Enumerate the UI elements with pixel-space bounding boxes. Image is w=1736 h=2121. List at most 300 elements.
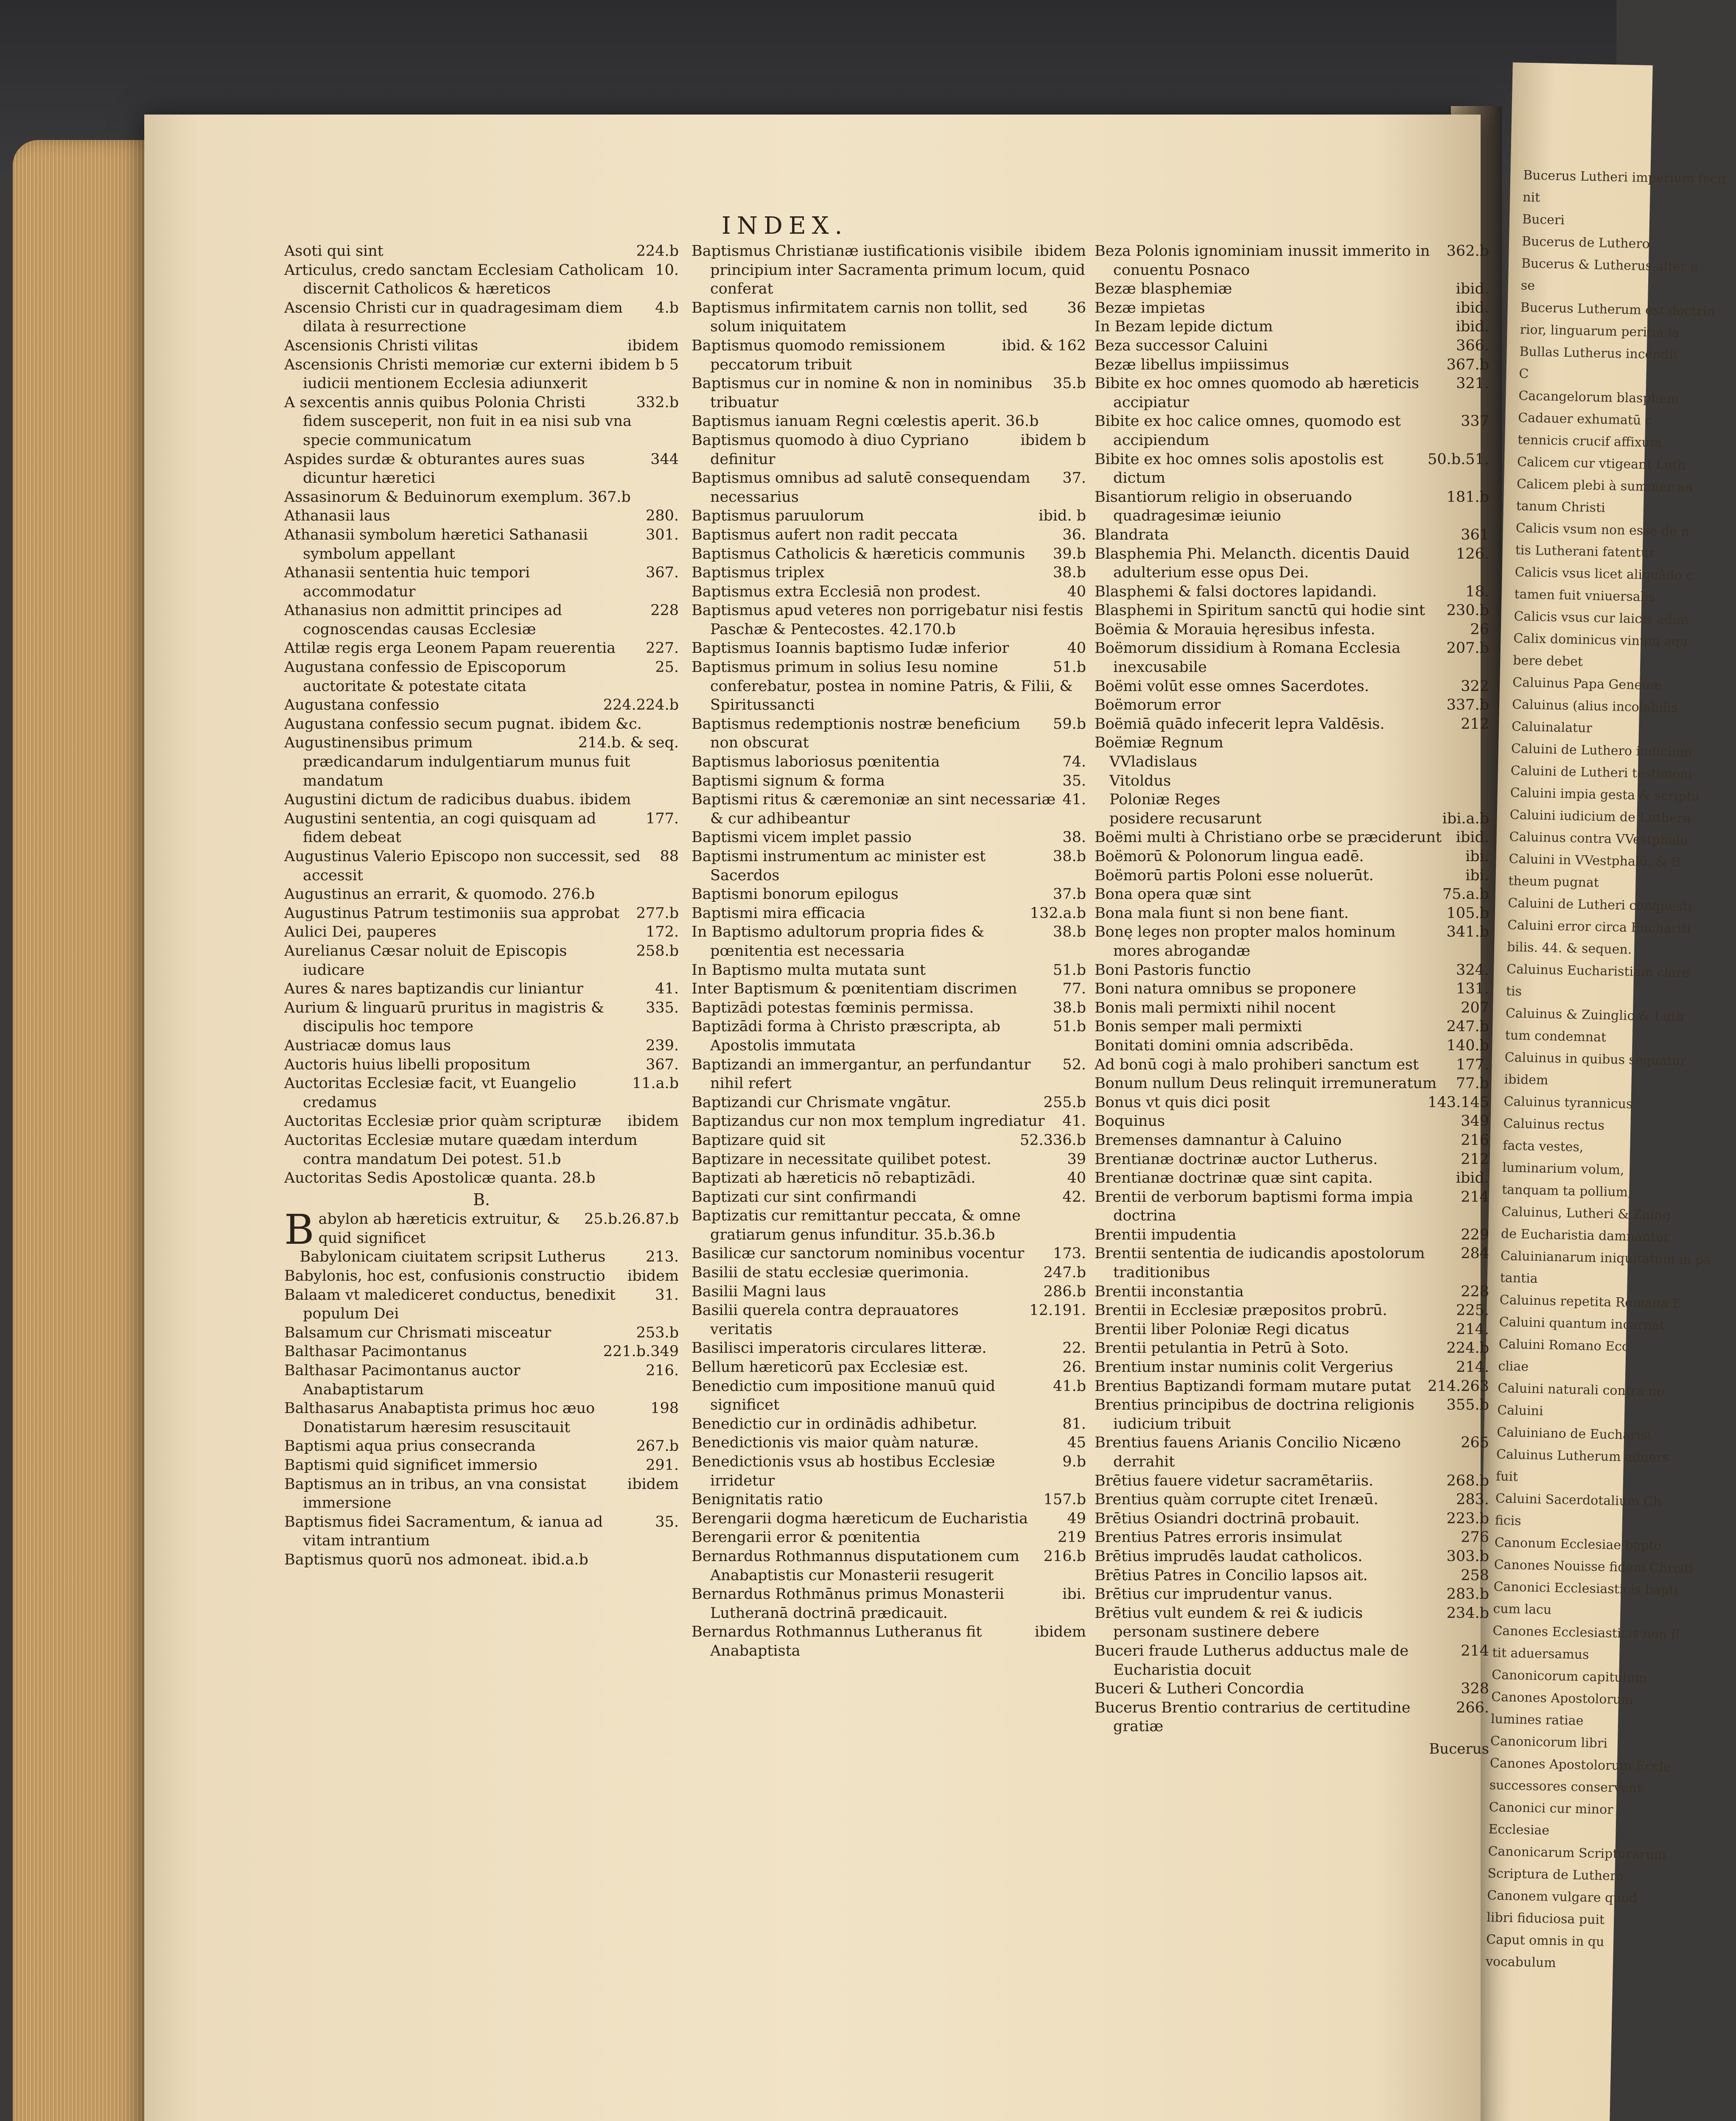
facing-page-line: Caput omnis in qu	[1486, 1932, 1604, 1950]
entry-reference: 280.	[646, 507, 679, 525]
entry-text: Balsamum cur Chrismati misceatur	[284, 1324, 552, 1341]
entry-reference: 228	[650, 602, 679, 619]
index-entry	[1095, 866, 1489, 885]
entry-text: Auctoritas Sedis Apostolicæ quanta. 28.b	[284, 1170, 596, 1187]
index-entry	[1095, 696, 1489, 715]
facing-page-line: Caluini de Luthero iudicium	[1511, 741, 1692, 760]
index-entry	[1095, 1244, 1489, 1282]
entry-text: Attilæ regis erga Leonem Papam reuerentia	[284, 640, 616, 657]
entry-reference: 52.336.b	[1020, 1131, 1086, 1149]
entry-reference: 25.b.26.87.b	[584, 1211, 679, 1228]
facing-page-line: Bucerus & Lutherus alter a	[1521, 256, 1698, 275]
entry-reference: 214.	[1456, 1359, 1489, 1376]
index-entry	[692, 904, 1086, 923]
facing-page-text	[1485, 165, 1727, 1975]
index-entry	[284, 1112, 679, 1131]
index-entry	[284, 1131, 679, 1169]
index-entry	[284, 488, 679, 507]
entry-text: Boëmi volūt esse omnes Sacerdotes.	[1095, 677, 1369, 695]
index-entry	[1095, 336, 1489, 355]
index-entry	[1095, 1226, 1489, 1245]
entry-text: Baptismus Catholicis & hæreticis communis	[692, 545, 1025, 562]
index-entry	[1095, 299, 1489, 318]
index-entry	[284, 1456, 679, 1475]
entry-text: In Baptismo multa mutata sunt	[692, 961, 926, 979]
facing-page-line: tis Lutherani fatentur	[1515, 543, 1655, 561]
index-entry	[1095, 1490, 1489, 1509]
entry-reference: ibid.	[1456, 829, 1489, 846]
index-entry	[1095, 1396, 1489, 1433]
entry-reference: 324.	[1456, 961, 1489, 979]
entry-text: Beza Polonis ignominiam inussit immerito in conuentu Posnaco	[1095, 243, 1430, 279]
index-entry	[284, 715, 679, 734]
index-entry	[692, 658, 1086, 715]
entry-reference: 42.	[1062, 1188, 1086, 1206]
entry-reference: 258.b	[636, 942, 679, 960]
entry-reference: 59.b	[1053, 715, 1086, 733]
entry-reference: 367.	[646, 564, 679, 582]
index-entry	[692, 715, 1086, 753]
entry-reference: 37.	[1062, 470, 1086, 487]
entry-reference: 10.	[655, 261, 679, 279]
entry-reference: 216.b	[1043, 1547, 1086, 1565]
entry-text: Ascensionis Christi memoriæ cur externi iudicii mentionem Ecclesia adiunxerit	[284, 356, 593, 392]
index-entry	[284, 847, 679, 885]
facing-page-line: Cadauer exhumatū c	[1518, 410, 1652, 428]
entry-text: Balthasar Pacimontanus auctor Anabaptistarum	[284, 1362, 521, 1398]
index-entry	[284, 563, 679, 601]
entry-text: Augustana confessio	[284, 697, 440, 714]
index-entry	[284, 1286, 679, 1324]
entry-reference: 207.b	[1446, 640, 1489, 657]
facing-page-line: Calix dominicus vinum aqu	[1513, 631, 1688, 650]
entry-reference: 51.b	[1053, 1018, 1086, 1035]
facing-page-line: Bucerus Lutheri imperium fecit	[1523, 168, 1727, 187]
entry-reference: 291.	[646, 1457, 679, 1474]
facing-page-line: Canonicorum capitulum	[1491, 1667, 1647, 1686]
entry-text: Basilii Magni laus	[692, 1283, 826, 1300]
entry-text: Asoti qui sint	[284, 243, 384, 260]
facing-page-line: tennicis crucif affixum	[1517, 432, 1662, 451]
entry-text: Aures & nares baptizandis cur liniantur	[284, 980, 583, 998]
entry-reference: 143.145	[1428, 1094, 1489, 1111]
entry-text: Babylonicam ciuitatem scripsit Lutherus	[300, 1248, 606, 1266]
entry-text: Baptismus an in tribus, an vna consistat immersione	[284, 1475, 586, 1512]
index-entry	[692, 1623, 1086, 1660]
entry-reference: 361	[1461, 526, 1489, 543]
index-entry	[284, 355, 679, 393]
entry-reference: 77.	[1062, 980, 1086, 998]
page-header: INDEX.	[721, 212, 848, 240]
index-entry	[284, 885, 679, 904]
index-entry	[692, 999, 1086, 1018]
entry-reference: 38.b	[1053, 564, 1086, 582]
entry-text: Benedictio cum impositione manuū quid significet	[692, 1377, 995, 1414]
entry-reference: 239.	[646, 1037, 679, 1054]
index-entry	[1095, 961, 1489, 980]
entry-reference: 51.b	[1053, 961, 1086, 979]
index-entry	[692, 1415, 1086, 1434]
entry-reference: 177.	[646, 810, 679, 827]
entry-reference: 214	[1461, 1642, 1489, 1659]
index-entry	[692, 790, 1086, 828]
entry-text: Baptismi bonorum epilogus	[692, 886, 899, 903]
facing-page-line: tantia	[1500, 1270, 1538, 1286]
entry-text: Balthasar Pacimontanus	[284, 1343, 467, 1360]
entry-text: Baptismus cur in nomine & non in nominibus tribuatur	[692, 375, 1033, 411]
entry-reference: 4.b	[655, 299, 679, 316]
entry-reference: 39	[1067, 1150, 1086, 1168]
index-entry	[284, 1074, 679, 1112]
entry-text: Brentii liber Poloniæ Regi dicatus	[1095, 1321, 1350, 1338]
entry-text: Baptismus paruulorum	[692, 507, 864, 525]
entry-text: Basilii de statu ecclesiæ querimonia.	[692, 1264, 969, 1282]
entry-text: Baptizādi forma à Christo præscripta, ab Apostolis immutata	[692, 1018, 1001, 1054]
entry-text: Bibite ex hoc omnes quomodo ab hæreticis accipiatur	[1095, 375, 1420, 411]
entry-reference: ibidem	[1034, 1623, 1086, 1641]
entry-reference: 38.b	[1053, 848, 1086, 865]
index-entry	[284, 506, 679, 526]
entry-reference: ibid. & 162	[1002, 337, 1086, 354]
index-entry	[692, 506, 1086, 526]
index-entry	[692, 1150, 1086, 1169]
facing-page-line: Bucerus Lutherum est doctrin	[1520, 300, 1715, 319]
index-entry	[1095, 1377, 1489, 1396]
entry-text: Boëmorum dissidium à Romana Ecclesia inexcusabile	[1095, 640, 1401, 676]
index-entry	[692, 469, 1086, 506]
index-entry	[692, 1452, 1086, 1490]
index-entry	[692, 885, 1086, 904]
entry-text: Ascensio Christi cur in quadragesimam diem dilata à resurrectione	[284, 299, 623, 336]
entry-text: posidere recusarunt	[1095, 810, 1262, 827]
entry-text: Baptismus extra Ecclesiā non prodest.	[692, 583, 981, 600]
entry-reference: ibidem	[627, 1475, 679, 1493]
entry-text: Baptismi vicem implet passio	[692, 829, 912, 846]
index-entry	[284, 1550, 679, 1570]
facing-page-line: Caluinus, Lutheri & Zuing	[1501, 1204, 1671, 1223]
entry-reference: 181.b	[1446, 488, 1489, 506]
entry-reference: 255.b	[1043, 1094, 1086, 1111]
facing-page-line: lumines ratiae	[1490, 1711, 1584, 1729]
entry-reference: 36	[1067, 299, 1086, 316]
entry-reference: ibid.	[1456, 299, 1489, 316]
entry-text: Brentius Baptizandi formam mutare putat	[1095, 1377, 1411, 1395]
facing-page-line: Canones Nouisse fidem Christi	[1494, 1557, 1694, 1576]
facing-page-line: Canones Apostolorum Eccle	[1490, 1755, 1671, 1774]
index-column-2	[692, 242, 1086, 1661]
entry-reference: 219	[1058, 1529, 1086, 1546]
entry-reference: 35.	[655, 1513, 679, 1531]
index-entry	[1095, 1188, 1489, 1226]
facing-page-line: Caluinus contra VVestphalu	[1509, 829, 1688, 848]
index-entry	[692, 374, 1086, 412]
entry-text: Babylonis, hoc est, confusionis constructio	[284, 1268, 605, 1285]
entry-reference: ibi.	[1062, 1586, 1086, 1603]
entry-text: Bernardus Rothmannus Lutheranus fit Anabaptista	[692, 1623, 982, 1659]
entry-text: Benignitatis ratio	[692, 1491, 823, 1508]
facing-page-line: Caluinus & Zuinglio & Luth	[1505, 1006, 1685, 1025]
facing-page-line: theum pugnat	[1508, 873, 1599, 890]
entry-text: Bona opera quæ sint	[1095, 886, 1251, 903]
facing-page-line: Caluini naturali contra no	[1498, 1381, 1665, 1399]
entry-text: Brētius Osiandri doctrinā probauit.	[1095, 1510, 1360, 1527]
index-entry	[1095, 1566, 1489, 1585]
entry-text: Boëmiā quādo infecerit lepra Valdēsis.	[1095, 715, 1385, 733]
index-entry	[1095, 242, 1489, 280]
entry-text: Brentii sententia de iudicandis apostolorum traditionibus	[1095, 1245, 1425, 1282]
entry-text: Brētius cur imprudentur vanus.	[1095, 1586, 1333, 1603]
index-entry	[1095, 847, 1489, 866]
index-entry	[1095, 1112, 1489, 1131]
index-entry	[1095, 1169, 1489, 1188]
entry-reference: ibi.	[1465, 848, 1489, 865]
index-entry	[1095, 715, 1489, 734]
index-entry	[692, 1528, 1086, 1547]
entry-reference: 38.b	[1053, 999, 1086, 1016]
entry-text: Bona mala fiunt si non bene fiant.	[1095, 904, 1349, 922]
index-entry	[692, 979, 1086, 999]
entry-reference: 247.b	[1043, 1264, 1086, 1282]
index-entry	[692, 545, 1086, 564]
page-edges	[13, 140, 153, 2121]
index-entry	[1095, 772, 1489, 791]
index-entry	[284, 1361, 679, 1399]
facing-page-line: fuit	[1495, 1469, 1518, 1485]
entry-reference: 321.	[1456, 375, 1489, 392]
index-entry	[284, 1055, 679, 1074]
index-entry	[284, 1169, 679, 1188]
facing-page-line: Caluini quantum incarnat	[1499, 1315, 1665, 1333]
index-entry	[284, 450, 679, 488]
entry-text: Augustinus Valerio Episcopo non successit, sed accessit	[284, 848, 641, 884]
index-entry	[1095, 979, 1489, 999]
section-letter: B.	[473, 1190, 490, 1209]
entry-reference: 214.263	[1428, 1377, 1489, 1395]
entry-reference: 229	[1461, 1226, 1489, 1243]
index-entry	[692, 847, 1086, 885]
index-entry	[284, 979, 679, 999]
facing-page-line: Calicis vsus licet aliquādo c	[1515, 565, 1694, 584]
entry-reference: 268.b	[1446, 1472, 1489, 1489]
index-entry	[1095, 280, 1489, 299]
entry-text: Baptizare in necessitate quilibet potest.	[692, 1150, 991, 1168]
entry-text: Baptismus aufert non radit peccata	[692, 526, 958, 543]
entry-reference: 227.	[646, 640, 679, 657]
index-entry	[284, 904, 679, 923]
entry-reference: 221.b.349	[603, 1343, 679, 1360]
index-entry	[1095, 1074, 1489, 1093]
entry-reference: 41.b	[1053, 1377, 1086, 1395]
index-entry	[1095, 1093, 1489, 1112]
entry-text: Baptismus fidei Sacramentum, & ianua ad vitam intrantium	[284, 1513, 603, 1550]
facing-page-line: tanquam ta pollium,	[1501, 1182, 1632, 1200]
entry-text: Bonę leges non propter malos hominum mores abrogandæ	[1095, 923, 1396, 960]
entry-reference: 74.	[1062, 753, 1086, 771]
entry-text: Austriacæ domus laus	[284, 1037, 451, 1054]
entry-reference: 132.a.b	[1030, 904, 1086, 922]
index-entry	[692, 1188, 1086, 1207]
entry-reference: 328	[1461, 1680, 1489, 1698]
entry-text: Baptismus laboriosus pœnitentia	[692, 753, 940, 771]
entry-text: Baptismi instrumentum ac minister est Sacerdos	[692, 848, 986, 884]
facing-page-line: Caluinianarum iniquitatum in pa	[1500, 1248, 1711, 1268]
index-entry	[692, 772, 1086, 791]
facing-page-line: Bucerus de Luthero	[1521, 234, 1650, 252]
entry-text: Brentius fauens Arianis Concilio Nicæno derrahit	[1095, 1434, 1401, 1470]
index-entry	[692, 1433, 1086, 1452]
index-entry	[1095, 753, 1489, 772]
entry-reference: 344	[650, 451, 679, 468]
entry-text: Basilisci imperatoris circulares litteræ.	[692, 1340, 987, 1357]
entry-text: Blasphemi & falsi doctores lapidandi.	[1095, 583, 1377, 600]
index-entry	[284, 639, 679, 658]
index-entry	[1095, 677, 1489, 696]
entry-reference: 11.a.b	[632, 1075, 679, 1092]
entry-text: Benedictionis vis maior quàm naturæ.	[692, 1434, 979, 1452]
entry-reference: 9.b	[1062, 1453, 1086, 1470]
entry-text: Baptizatis cur remittantur peccata, & omne gratiarum genus infunditur. 35.b.36.b	[692, 1207, 1021, 1243]
facing-page-line: Caluinus Eucharistiam clare	[1506, 962, 1690, 981]
entry-reference: 225.	[1456, 1302, 1489, 1319]
entry-text: Baptismi quid significet immersio	[284, 1457, 538, 1474]
index-entry	[692, 242, 1086, 299]
entry-text: Boëmiæ Regnum	[1095, 734, 1224, 752]
facing-page-line: cum lacu	[1493, 1601, 1552, 1617]
entry-reference: 367.b	[1446, 356, 1489, 373]
entry-text: Beza successor Caluini	[1095, 337, 1268, 354]
entry-text: Augustana confessio secum pugnat. ibidem &c.	[284, 715, 642, 733]
entry-text: Auctoritas Ecclesiæ facit, vt Euangelio credamus	[284, 1075, 577, 1111]
entry-text: Basilii querela contra deprauatores veritatis	[692, 1302, 959, 1338]
entry-text: Brentianæ doctrinæ auctor Lutherus.	[1095, 1150, 1378, 1168]
entry-text: Benedictionis vsus ab hostibus Ecclesiæ irridetur	[692, 1453, 995, 1489]
entry-text: Blasphemia Phi. Melancth. dicentis Dauid adulterium esse opus Dei.	[1095, 545, 1410, 582]
index-entry	[284, 923, 679, 942]
facing-page-line: Caluini Romano Ecc	[1498, 1337, 1630, 1354]
entry-text: Brentius quàm corrupte citet Irenæū.	[1095, 1491, 1378, 1508]
entry-reference: 283.	[1456, 1491, 1489, 1508]
facing-page-line: Caluiniano de Eucharist	[1496, 1425, 1652, 1443]
entry-reference: 228	[1461, 1283, 1489, 1300]
entry-reference: 37.b	[1053, 886, 1086, 903]
facing-page-line: Caluini impia gesta & scriptu	[1510, 785, 1700, 804]
entry-text: Bibite ex hoc calice omnes, quomodo est accipiendum	[1095, 413, 1401, 449]
entry-text: Baptismi ritus & cæremoniæ an sint necessariæ & cur adhibeantur	[692, 791, 1056, 827]
facing-page-line: luminarium volum,	[1502, 1160, 1624, 1178]
index-entry	[1095, 1679, 1489, 1698]
entry-reference: 212	[1461, 715, 1489, 733]
entry-reference: 362.b	[1446, 243, 1489, 260]
entry-reference: 75.a.b	[1442, 886, 1489, 903]
index-entry	[1095, 999, 1489, 1018]
entry-reference: ibidem	[627, 1113, 679, 1130]
index-entry	[692, 431, 1086, 469]
facing-page-line: Caluinus tyrannicus	[1504, 1094, 1633, 1112]
entry-text: Baptismi mira efficacia	[692, 904, 865, 922]
index-entry	[284, 1324, 679, 1343]
facing-page-line: cliae	[1498, 1359, 1529, 1374]
index-entry	[692, 1055, 1086, 1093]
entry-reference: 41.	[1062, 1113, 1086, 1130]
entry-text: Bisantiorum religio in obseruando quadragesimæ ieiunio	[1095, 488, 1352, 525]
index-entry	[1095, 1585, 1489, 1604]
entry-text: Bezæ impietas	[1095, 299, 1205, 316]
index-entry	[1095, 809, 1489, 828]
facing-page-line: Caluinalatur	[1511, 719, 1593, 736]
index-entry	[1095, 1320, 1489, 1339]
facing-page-line: tis	[1506, 984, 1522, 999]
facing-page-line: nit	[1522, 190, 1540, 205]
entry-text: abylon ab hæreticis extruitur, & quid significet	[318, 1211, 560, 1247]
entry-reference: 247.b	[1446, 1018, 1489, 1035]
facing-page-line: Caluinus rectus	[1503, 1116, 1605, 1133]
index-entry	[692, 1490, 1086, 1509]
entry-text: Bonis semper mali permixti	[1095, 1018, 1302, 1035]
entry-reference: 253.b	[636, 1324, 679, 1341]
index-entry	[692, 1112, 1086, 1131]
index-entry	[1095, 526, 1489, 545]
entry-reference: 267.b	[636, 1438, 679, 1455]
entry-reference: 223.b	[1446, 1510, 1489, 1527]
index-entry	[1095, 582, 1489, 602]
entry-text: Boëmorum error	[1095, 697, 1221, 714]
index-entry	[1095, 639, 1489, 677]
index-entry	[692, 1131, 1086, 1150]
entry-text: Brentii in Ecclesiæ præpositos probrū.	[1095, 1302, 1387, 1319]
facing-page-line: tit aduersamus	[1492, 1645, 1589, 1662]
entry-reference: 22.	[1062, 1340, 1086, 1357]
entry-text: Baptismus quorū nos admoneat. ibid.a.b	[284, 1551, 588, 1568]
index-entry	[284, 1437, 679, 1456]
entry-reference: ibidem b 5	[599, 356, 679, 373]
facing-page-line: bilis. 44. & sequen.	[1506, 940, 1632, 957]
entry-text: Assasinorum & Beduinorum exemplum. 367.b	[284, 488, 631, 506]
index-entry	[284, 299, 679, 336]
index-column-1	[284, 242, 679, 1570]
index-entry	[1095, 620, 1489, 639]
facing-page-line: successores conservent	[1489, 1777, 1642, 1796]
index-entry	[1095, 1698, 1489, 1736]
entry-reference: 39.b	[1053, 545, 1086, 562]
index-entry	[1095, 1604, 1489, 1642]
facing-page-line: rior, linguarum peritia la	[1520, 322, 1680, 341]
catchword: Bucerus	[1429, 1740, 1489, 1757]
index-entry	[692, 828, 1086, 847]
facing-page-line: Canonicarum Scripturarum	[1488, 1844, 1666, 1863]
initial-letter: B	[284, 1206, 314, 1254]
entry-text: Baptismus primum in solius Iesu nomine conferebatur, postea in nomine Patris, & Filii, & Spiritussancti	[692, 659, 1073, 714]
index-entry	[1095, 355, 1489, 375]
facing-page-line: Buceri	[1522, 212, 1565, 228]
entry-reference: 276	[1461, 1529, 1489, 1546]
index-entry	[692, 412, 1086, 431]
entry-text: Articulus, credo sanctam Ecclesiam Catholicam discernit Catholicos & hæreticos	[284, 261, 644, 298]
index-entry	[1095, 374, 1489, 412]
entry-text: A sexcentis annis quibus Polonia Christi fidem susceperit, non fuit in ea nisi sub vna specie communicatum	[284, 394, 632, 449]
index-entry	[284, 696, 679, 715]
index-entry	[692, 961, 1086, 980]
facing-page-line: tum condemnat	[1505, 1028, 1607, 1045]
entry-text: Boëmorū & Polonorum lingua eadē.	[1095, 848, 1364, 865]
entry-reference: ibidem	[1034, 243, 1086, 260]
index-entry	[692, 1547, 1086, 1585]
entry-reference: 337	[1461, 413, 1489, 430]
entry-text: Aurium & linguarū pruritus in magistris & discipulis hoc tempore	[284, 999, 605, 1035]
entry-reference: ibidem	[627, 337, 679, 354]
index-entry	[692, 923, 1086, 960]
index-entry	[692, 1169, 1086, 1188]
entry-text: Athanasii laus	[284, 507, 390, 525]
